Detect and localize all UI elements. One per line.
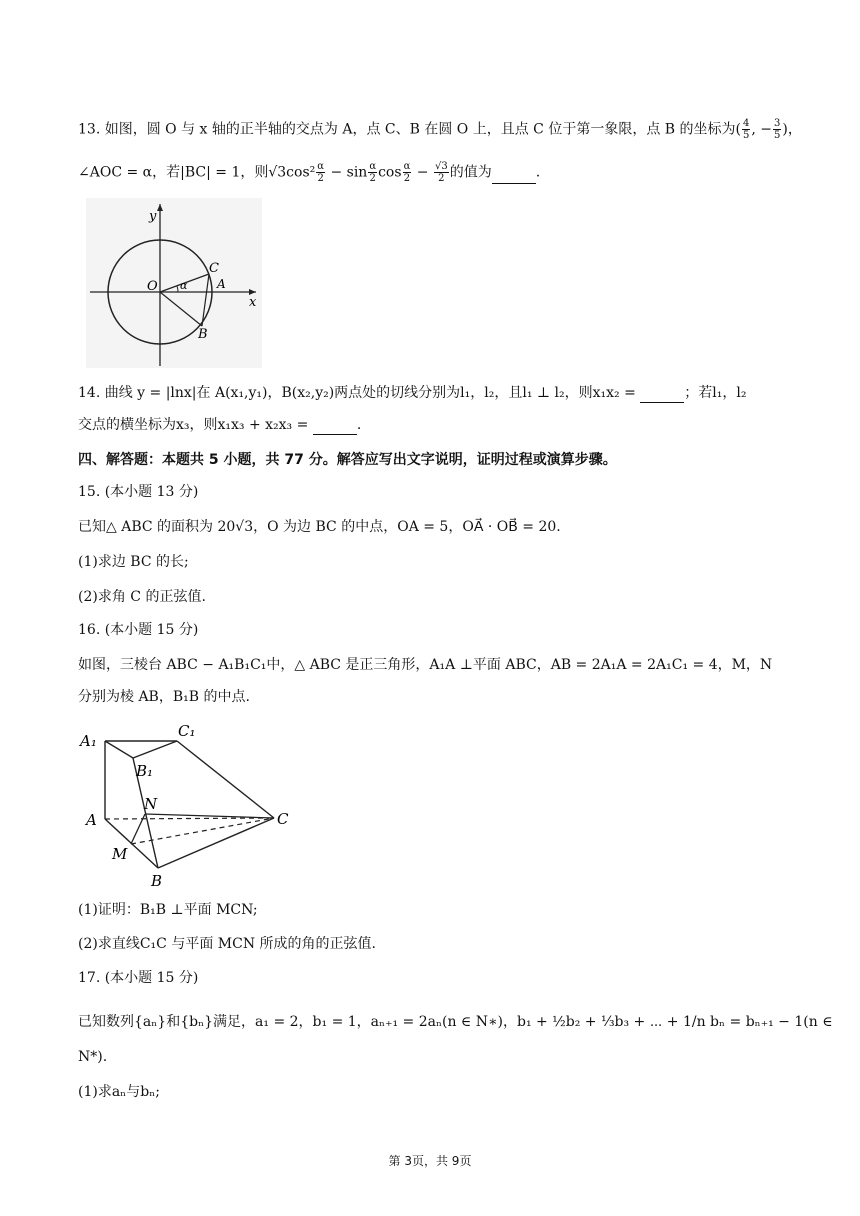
label-M: M — [112, 845, 128, 863]
q13-text-d: − — [412, 164, 433, 181]
q14-text-2-end: . — [356, 417, 362, 433]
label-C: C — [209, 261, 219, 276]
frac-num: α — [369, 161, 377, 172]
section-heading: 四、解答题：本题共 5 小题，共 77 分。解答应写出文字说明，证明过程或演算步骤。 — [78, 452, 617, 468]
q15-stem: 已知△ ABC 的面积为 20√3，O 为边 BC 的中点，OA = 5，OA⃗ · OB⃗ = 20. — [78, 519, 561, 535]
q17-part1: (1)求aₙ与bₙ; — [78, 1084, 160, 1100]
q17-stem2: N*). — [78, 1049, 108, 1065]
frac-den: 2 — [403, 173, 411, 184]
label-A1: A₁ — [80, 732, 97, 750]
label-O: O — [147, 279, 158, 294]
frac-den: 2 — [438, 173, 445, 184]
frac-num: 4 — [743, 118, 750, 129]
q14-text-1: 14. 曲线 y = |lnx|在 A(x₁,y₁)，B(x₂,y₂)两点处的切线分别为l₁，l₂，且l₁ ⊥ l₂，则x₁x₂ = — [78, 385, 641, 401]
segment-MC-hidden — [131, 818, 274, 844]
label-x: x — [249, 295, 257, 310]
answer-blank — [313, 420, 357, 435]
frac-den: 5 — [774, 130, 781, 141]
label-B1: B₁ — [136, 762, 154, 780]
q13-line1-end: )， — [782, 121, 802, 138]
frac-num: √3 — [434, 161, 448, 172]
label-C: C — [277, 810, 289, 828]
segment-NC — [145, 814, 274, 818]
q14-line2 — [78, 415, 361, 435]
q16-part2: (2)求直线C₁C 与平面 MCN 所成的角的正弦值. — [78, 936, 376, 952]
q14-text-1-end: ；若l₁，l₂ — [684, 385, 747, 401]
answer-blank — [640, 388, 684, 403]
q13-text-b: − sin — [326, 164, 368, 181]
frac-den: 2 — [369, 173, 376, 184]
frac-num: α — [403, 161, 411, 172]
frustum-figure — [78, 714, 300, 890]
q13-line1 — [78, 118, 802, 141]
frac-num: α — [317, 161, 325, 172]
frac-den: 2 — [317, 173, 324, 184]
q17-stem1: 已知数列{aₙ}和{bₙ}满足，a₁ = 2，b₁ = 1，aₙ₊₁ = 2aₙ(n ∈ N∗)，b₁ + ½b₂ + ⅓b₃ + ⋯ + 1/n bₙ = bₙ₊₁ − 1(n ∈ — [78, 1014, 833, 1030]
edge-AC-hidden — [105, 818, 274, 819]
edge-B1C1 — [133, 741, 177, 758]
answer-blank — [492, 169, 536, 184]
q13-text-c: cos — [378, 164, 402, 181]
circle-figure — [86, 198, 262, 368]
label-B: B — [151, 872, 163, 890]
edge-C1C — [177, 741, 274, 818]
edge-BC — [158, 818, 274, 868]
q16-header: 16. (本小题 15 分) — [78, 622, 199, 638]
q13-frac1 — [316, 161, 325, 184]
label-N: N — [144, 795, 158, 813]
label-A: A — [217, 277, 226, 291]
q13-fraction-y — [773, 118, 781, 141]
q13-text-e: 的值为 — [449, 164, 492, 181]
q13-text-a: ∠AOC = α，若|BC| = 1，则√3cos² — [78, 164, 316, 181]
frac-num: 3 — [774, 118, 781, 129]
label-C1: C₁ — [178, 722, 196, 740]
q16-stem2: 分别为棱 AB，B₁B 的中点. — [78, 689, 250, 705]
q17-header: 17. (本小题 15 分) — [78, 970, 199, 986]
q13-line2 — [78, 161, 540, 184]
q13-frac3 — [403, 161, 412, 184]
q13-frac4 — [434, 161, 449, 184]
q13-coord-sep: , − — [751, 121, 773, 138]
q16-part1: (1)证明：B₁B ⊥平面 MCN; — [78, 902, 258, 918]
label-A: A — [86, 811, 97, 829]
q13-fraction-x — [742, 118, 750, 141]
label-alpha: α — [180, 279, 188, 292]
label-y: y — [149, 209, 157, 224]
edge-A1B1 — [105, 741, 133, 758]
q13-frac2 — [368, 161, 377, 184]
q13-line1-text: 13. 如图，圆 O 与 x 轴的正半轴的交点为 A，点 C、B 在圆 O 上，且点 C 位于第一象限，点 B 的坐标为( — [78, 121, 741, 138]
q15-part2: (2)求角 C 的正弦值. — [78, 589, 206, 605]
q16-stem1: 如图，三棱台 ABC − A₁B₁C₁中，△ ABC 是正三角形，A₁A ⊥平面 ABC，AB = 2A₁A = 2A₁C₁ = 4，M，N — [78, 657, 773, 673]
frac-den: 5 — [743, 130, 750, 141]
label-B: B — [198, 327, 208, 342]
q14-text-2: 交点的横坐标为x₃，则x₁x₃ + x₂x₃ = — [78, 417, 313, 433]
q14-line1 — [78, 383, 746, 403]
q15-header: 15. (本小题 13 分) — [78, 484, 199, 500]
q13-text-end: . — [535, 164, 541, 181]
q15-part1: (1)求边 BC 的长; — [78, 554, 189, 570]
page-footer: 第 3页，共 9页 — [388, 1154, 472, 1168]
